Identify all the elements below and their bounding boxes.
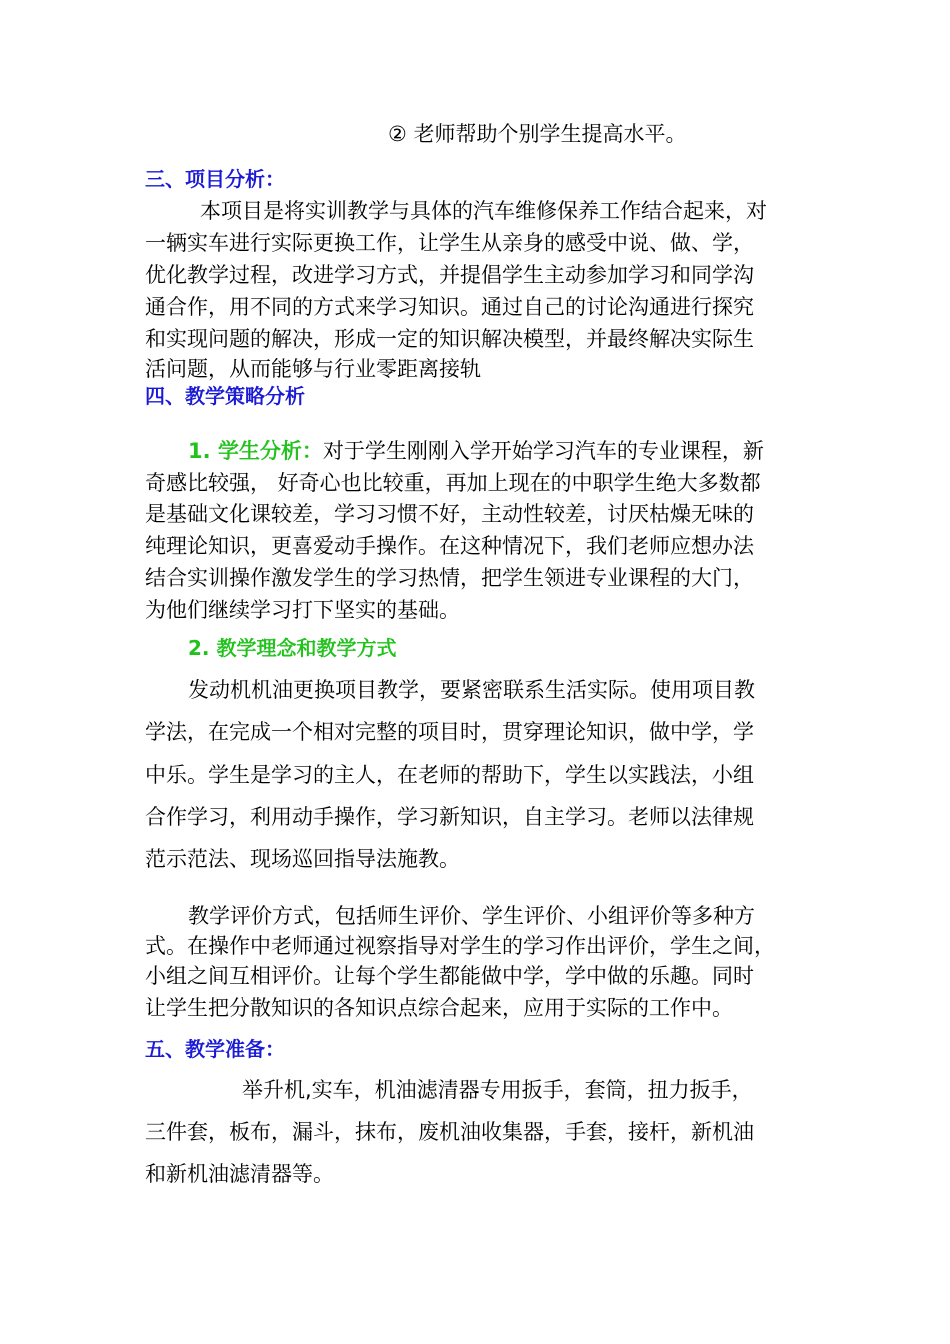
student-analysis-line: 是基础文化课较差，学习习惯不好，主动性较差，讨厌枯燥无味的	[145, 502, 754, 526]
preparation-line: 举升机,实车，机油滤清器专用扳手，套筒，扭力扳手，	[242, 1078, 753, 1102]
evaluation-line: 让学生把分散知识的各知识点综合起来，应用于实际的工作中。	[145, 996, 733, 1020]
teaching-concept-line: 中乐。学生是学习的主人，在老师的帮助下，学生以实践法，小组	[145, 763, 754, 787]
student-analysis-line: 为他们继续学习打下坚实的基础。	[145, 598, 460, 622]
top-list-item: ② 老师帮助个别学生提高水平。	[388, 122, 687, 146]
student-analysis-line: 纯理论知识，更喜爱动手操作。在这种情况下，我们老师应想办法	[145, 534, 754, 558]
evaluation-line: 小组之间互相评价。让每个学生都能做中学，学中做的乐趣。同时	[145, 964, 754, 988]
teaching-concept-line: 范示范法、现场巡回指导法施教。	[145, 847, 460, 871]
teaching-concept-line: 发动机机油更换项目教学，要紧密联系生活实际。使用项目教	[188, 678, 755, 702]
teaching-concept-heading: 2. 教学理念和教学方式	[188, 636, 397, 660]
student-analysis-text: 对于学生刚刚入学开始学习汽车的专业课程，新	[322, 439, 764, 463]
preparation-line: 三件套，板布，漏斗，抹布，废机油收集器，手套，接杆，新机油	[145, 1120, 754, 1144]
section-5-heading: 五、教学准备：	[145, 1037, 285, 1061]
section-4-heading: 四、教学策略分析	[145, 384, 305, 408]
section-3-line: 活问题，从而能够与行业零距离接轨	[145, 357, 481, 381]
section-3-line: 本项目是将实训教学与具体的汽车维修保养工作结合起来，对	[200, 199, 767, 223]
teaching-concept-line: 学法，在完成一个相对完整的项目时，贯穿理论知识，做中学，学	[145, 720, 754, 744]
evaluation-line: 式。在操作中老师通过视察指导对学生的学习作出评价，学生之间，	[145, 934, 775, 958]
student-analysis-line: 结合实训操作激发学生的学习热情，把学生领进专业课程的大门，	[145, 566, 754, 590]
student-analysis-line: 奇感比较强， 好奇心也比较重，再加上现在的中职学生绝大多数都	[145, 471, 761, 495]
student-analysis-label: 1. 学生分析：	[188, 439, 323, 463]
student-analysis-first-line	[188, 437, 764, 465]
preparation-line: 和新机油滤清器等。	[145, 1162, 334, 1186]
section-3-heading: 三、项目分析：	[145, 167, 285, 191]
section-3-line: 优化教学过程，改进学习方式，并提倡学生主动参加学习和同学沟	[145, 263, 754, 287]
section-3-line: 通合作，用不同的方式来学习知识。通过自己的讨论沟通进行探究	[145, 295, 754, 319]
teaching-concept-line: 合作学习，利用动手操作，学习新知识，自主学习。老师以法律规	[145, 805, 754, 829]
section-3-line: 一辆实车进行实际更换工作，让学生从亲身的感受中说、做、学，	[145, 231, 754, 255]
evaluation-line: 教学评价方式，包括师生评价、学生评价、小组评价等多种方	[188, 904, 755, 928]
section-3-line: 和实现问题的解决，形成一定的知识解决模型，并最终解决实际生	[145, 327, 754, 351]
